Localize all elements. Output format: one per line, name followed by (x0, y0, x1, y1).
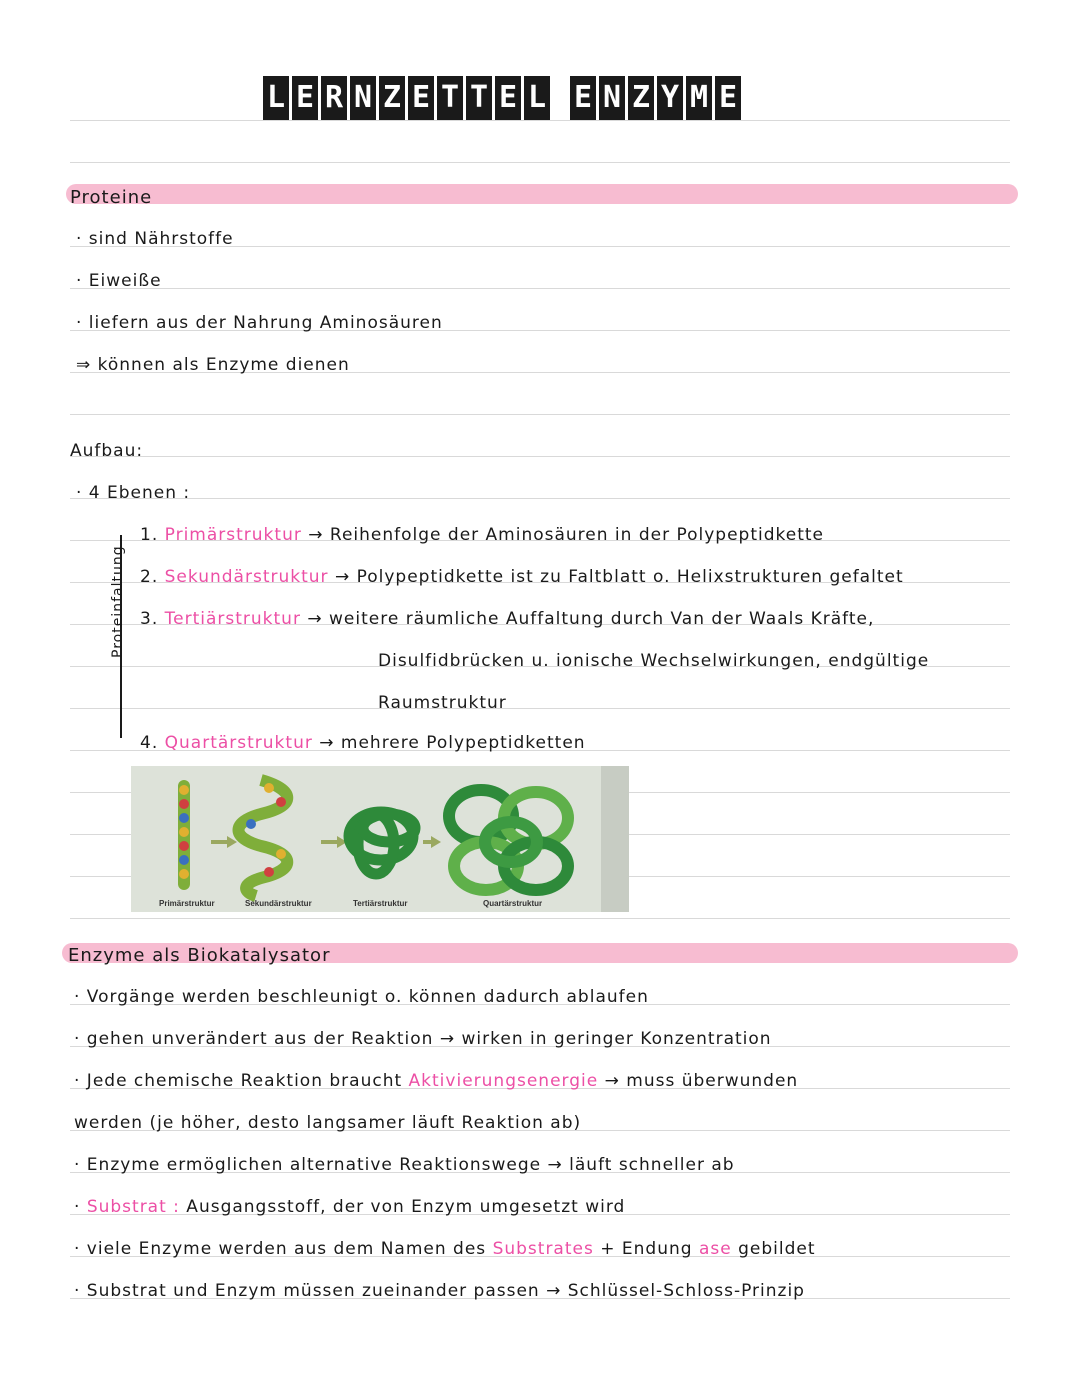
title-space (553, 76, 567, 120)
caption-quartaer: Quartärstruktur (483, 899, 543, 908)
enzyme-line-7: · viele Enzyme werden aus dem Namen des Substrates + Endung ase gebildet (74, 1239, 816, 1259)
bullet-aminosaeuren: · liefern aus der Nahrung Aminosäuren (76, 313, 443, 333)
title-letter: N (599, 76, 625, 120)
bullet-naehrstoffe: · sind Nährstoffe (76, 229, 234, 249)
vertical-label-proteinfaltung: Proteinfaltung (110, 545, 126, 658)
aufbau-label: Aufbau: (70, 441, 144, 461)
section-heading-enzyme: Enzyme als Biokatalysator (68, 945, 331, 966)
bullet-enzyme: ⇒ können als Enzyme dienen (76, 355, 350, 375)
enzyme-line-1: · Vorgänge werden beschleunigt o. können dadurch ablaufen (74, 987, 649, 1007)
title-letter: Y (657, 76, 683, 120)
title-letter: T (466, 76, 492, 120)
title-letter: Z (379, 76, 405, 120)
enzyme-line-4: werden (je höher, desto langsamer läuft Reaktion ab) (74, 1113, 582, 1133)
title-letter: E (408, 76, 434, 120)
enzyme-line-3: · Jede chemische Reaktion braucht Aktivierungsenergie → muss überwunden (74, 1071, 799, 1091)
level-2: 2. Sekundärstruktur → Polypeptidkette ist zu Faltblatt o. Helixstrukturen gefaltet (140, 567, 904, 587)
title-letter: L (524, 76, 550, 120)
primary-structure-graphic (178, 780, 190, 890)
title-letter: E (715, 76, 741, 120)
title-letter: M (686, 76, 712, 120)
caption-primaer: Primärstruktur (159, 899, 215, 908)
title-letter: E (570, 76, 596, 120)
level-3: 3. Tertiärstruktur → weitere räumliche Auffaltung durch Van der Waals Kräfte, (140, 609, 875, 629)
caption-tertiaer: Tertiärstruktur (353, 899, 408, 908)
bullet-eiweisse: · Eiweiße (76, 271, 162, 291)
level-3-cont-1: Disulfidbrücken u. ionische Wechselwirkungen, endgültige (378, 651, 930, 671)
title-letter: R (321, 76, 347, 120)
title-letter: L (263, 76, 289, 120)
enzyme-line-2: · gehen unverändert aus der Reaktion → wirken in geringer Konzentration (74, 1029, 772, 1049)
title-letter: E (292, 76, 318, 120)
title-letter: N (350, 76, 376, 120)
enzyme-line-6: · Substrat : Ausgangsstoff, der von Enzym umgesetzt wird (74, 1197, 626, 1217)
section-heading-proteine: Proteine (70, 187, 153, 208)
title-letter: Z (628, 76, 654, 120)
enzyme-line-5: · Enzyme ermöglichen alternative Reaktionswege → läuft schneller ab (74, 1155, 735, 1175)
title-letter: T (437, 76, 463, 120)
title-letter: E (495, 76, 521, 120)
page-title (263, 76, 741, 120)
ebenen-label: · 4 Ebenen : (76, 483, 191, 503)
enzyme-line-8: · Substrat und Enzym müssen zueinander passen → Schlüssel-Schloss-Prinzip (74, 1281, 805, 1301)
section-highlight-proteine (66, 184, 1018, 204)
level-1: 1. Primärstruktur → Reihenfolge der Aminosäuren in der Polypeptidkette (140, 525, 825, 545)
protein-structure-image (131, 766, 629, 912)
level-3-cont-2: Raumstruktur (378, 693, 507, 713)
caption-sekundaer: Sekundärstruktur (245, 899, 312, 908)
level-4: 4. Quartärstruktur → mehrere Polypeptidketten (140, 733, 586, 753)
